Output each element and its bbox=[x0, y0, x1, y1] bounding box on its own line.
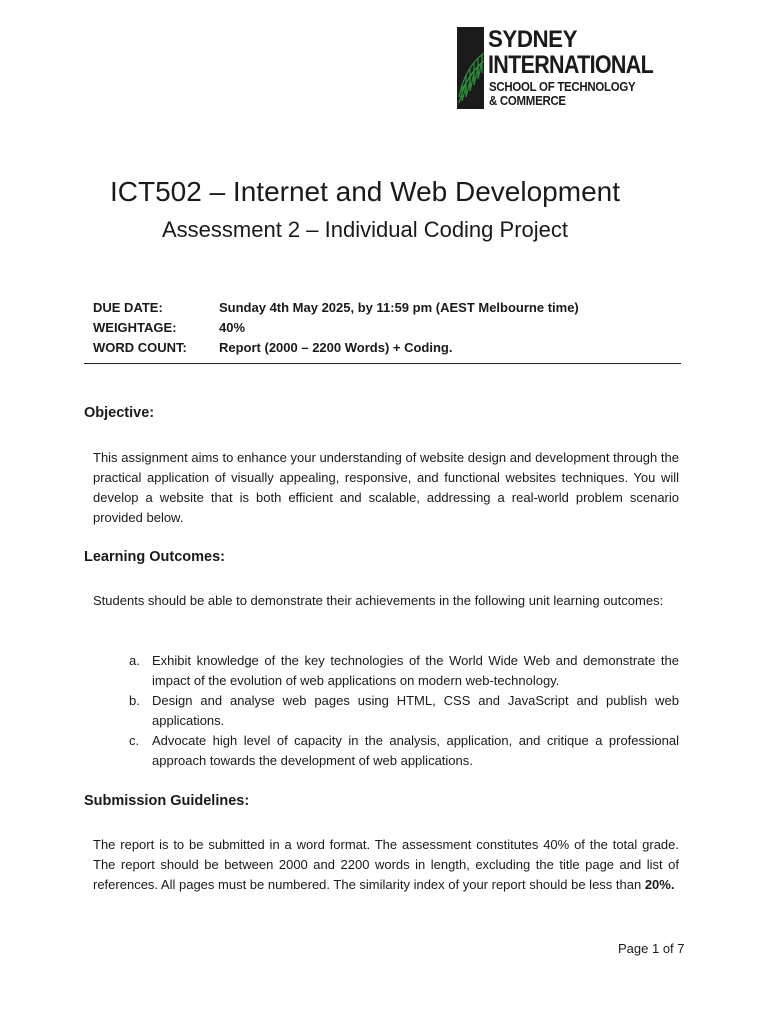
submission-text: The report is to be submitted in a word format. The assessment constitutes 40% of the total grade. The report should be between 2000 and 2200 words in length, excluding the title page and list of references. All pages must be numbered. The similarity index of your report should be less than bbox=[93, 837, 679, 892]
info-row-weightage bbox=[93, 318, 693, 338]
learning-outcomes-heading: Learning Outcomes: bbox=[84, 549, 225, 565]
objective-paragraph: This assignment aims to enhance your understanding of website design and development through the practical application of visually appealing, responsive, and functional websites techniques. You will develop a website that is both efficient and scalable, addressing a real-world problem scenario provided below. bbox=[93, 450, 679, 525]
logo-line-2: INTERNATIONAL bbox=[488, 51, 654, 79]
document-title: ICT502 – Internet and Web Development bbox=[109, 176, 620, 207]
logo-line-3: SCHOOL OF TECHNOLOGY bbox=[489, 79, 636, 94]
info-label: WEIGHTAGE: bbox=[93, 320, 177, 335]
submission-paragraph bbox=[93, 835, 679, 895]
assessment-info-table bbox=[93, 298, 693, 358]
info-value: Sunday 4th May 2025, by 11:59 pm (AEST Melbourne time) bbox=[219, 300, 579, 315]
list-item-text: Exhibit knowledge of the key technologies of the World Wide Web and demonstrate the impact of the evolution of web applications on modern web-technology. bbox=[152, 653, 679, 688]
bridge-logo-icon bbox=[457, 27, 484, 109]
objective-heading: Objective: bbox=[84, 405, 155, 421]
similarity-limit: 20%. bbox=[644, 877, 675, 892]
info-row-word-count bbox=[93, 338, 693, 358]
list-marker: b. bbox=[129, 693, 140, 708]
logo-line-4: & COMMERCE bbox=[489, 93, 566, 108]
list-marker: a. bbox=[129, 653, 140, 668]
list-item-text: Design and analyse web pages using HTML, CSS and JavaScript and publish web applications. bbox=[152, 693, 679, 728]
list-item bbox=[93, 731, 679, 771]
info-value: 40% bbox=[219, 320, 246, 335]
logo-line-1: SYDNEY bbox=[488, 26, 578, 53]
learning-outcomes-intro: Students should be able to demonstrate their achievements in the following unit learning outcomes: bbox=[93, 593, 664, 608]
info-value: Report (2000 – 2200 Words) + Coding. bbox=[219, 340, 453, 355]
list-item bbox=[93, 691, 679, 731]
divider-rule bbox=[84, 363, 681, 364]
submission-guidelines-heading: Submission Guidelines: bbox=[84, 793, 250, 809]
list-marker: c. bbox=[129, 733, 140, 748]
info-row-due-date bbox=[93, 298, 693, 318]
school-logo bbox=[457, 27, 687, 109]
list-item bbox=[93, 651, 679, 691]
learning-outcomes-list bbox=[93, 651, 679, 771]
document-subtitle: Assessment 2 – Individual Coding Project bbox=[162, 217, 568, 242]
info-label: WORD COUNT: bbox=[93, 340, 187, 355]
page-number: Page 1 of 7 bbox=[618, 941, 685, 956]
info-label: DUE DATE: bbox=[93, 300, 163, 315]
list-item-text: Advocate high level of capacity in the analysis, application, and critique a professional approach towards the development of web applications. bbox=[152, 733, 679, 768]
